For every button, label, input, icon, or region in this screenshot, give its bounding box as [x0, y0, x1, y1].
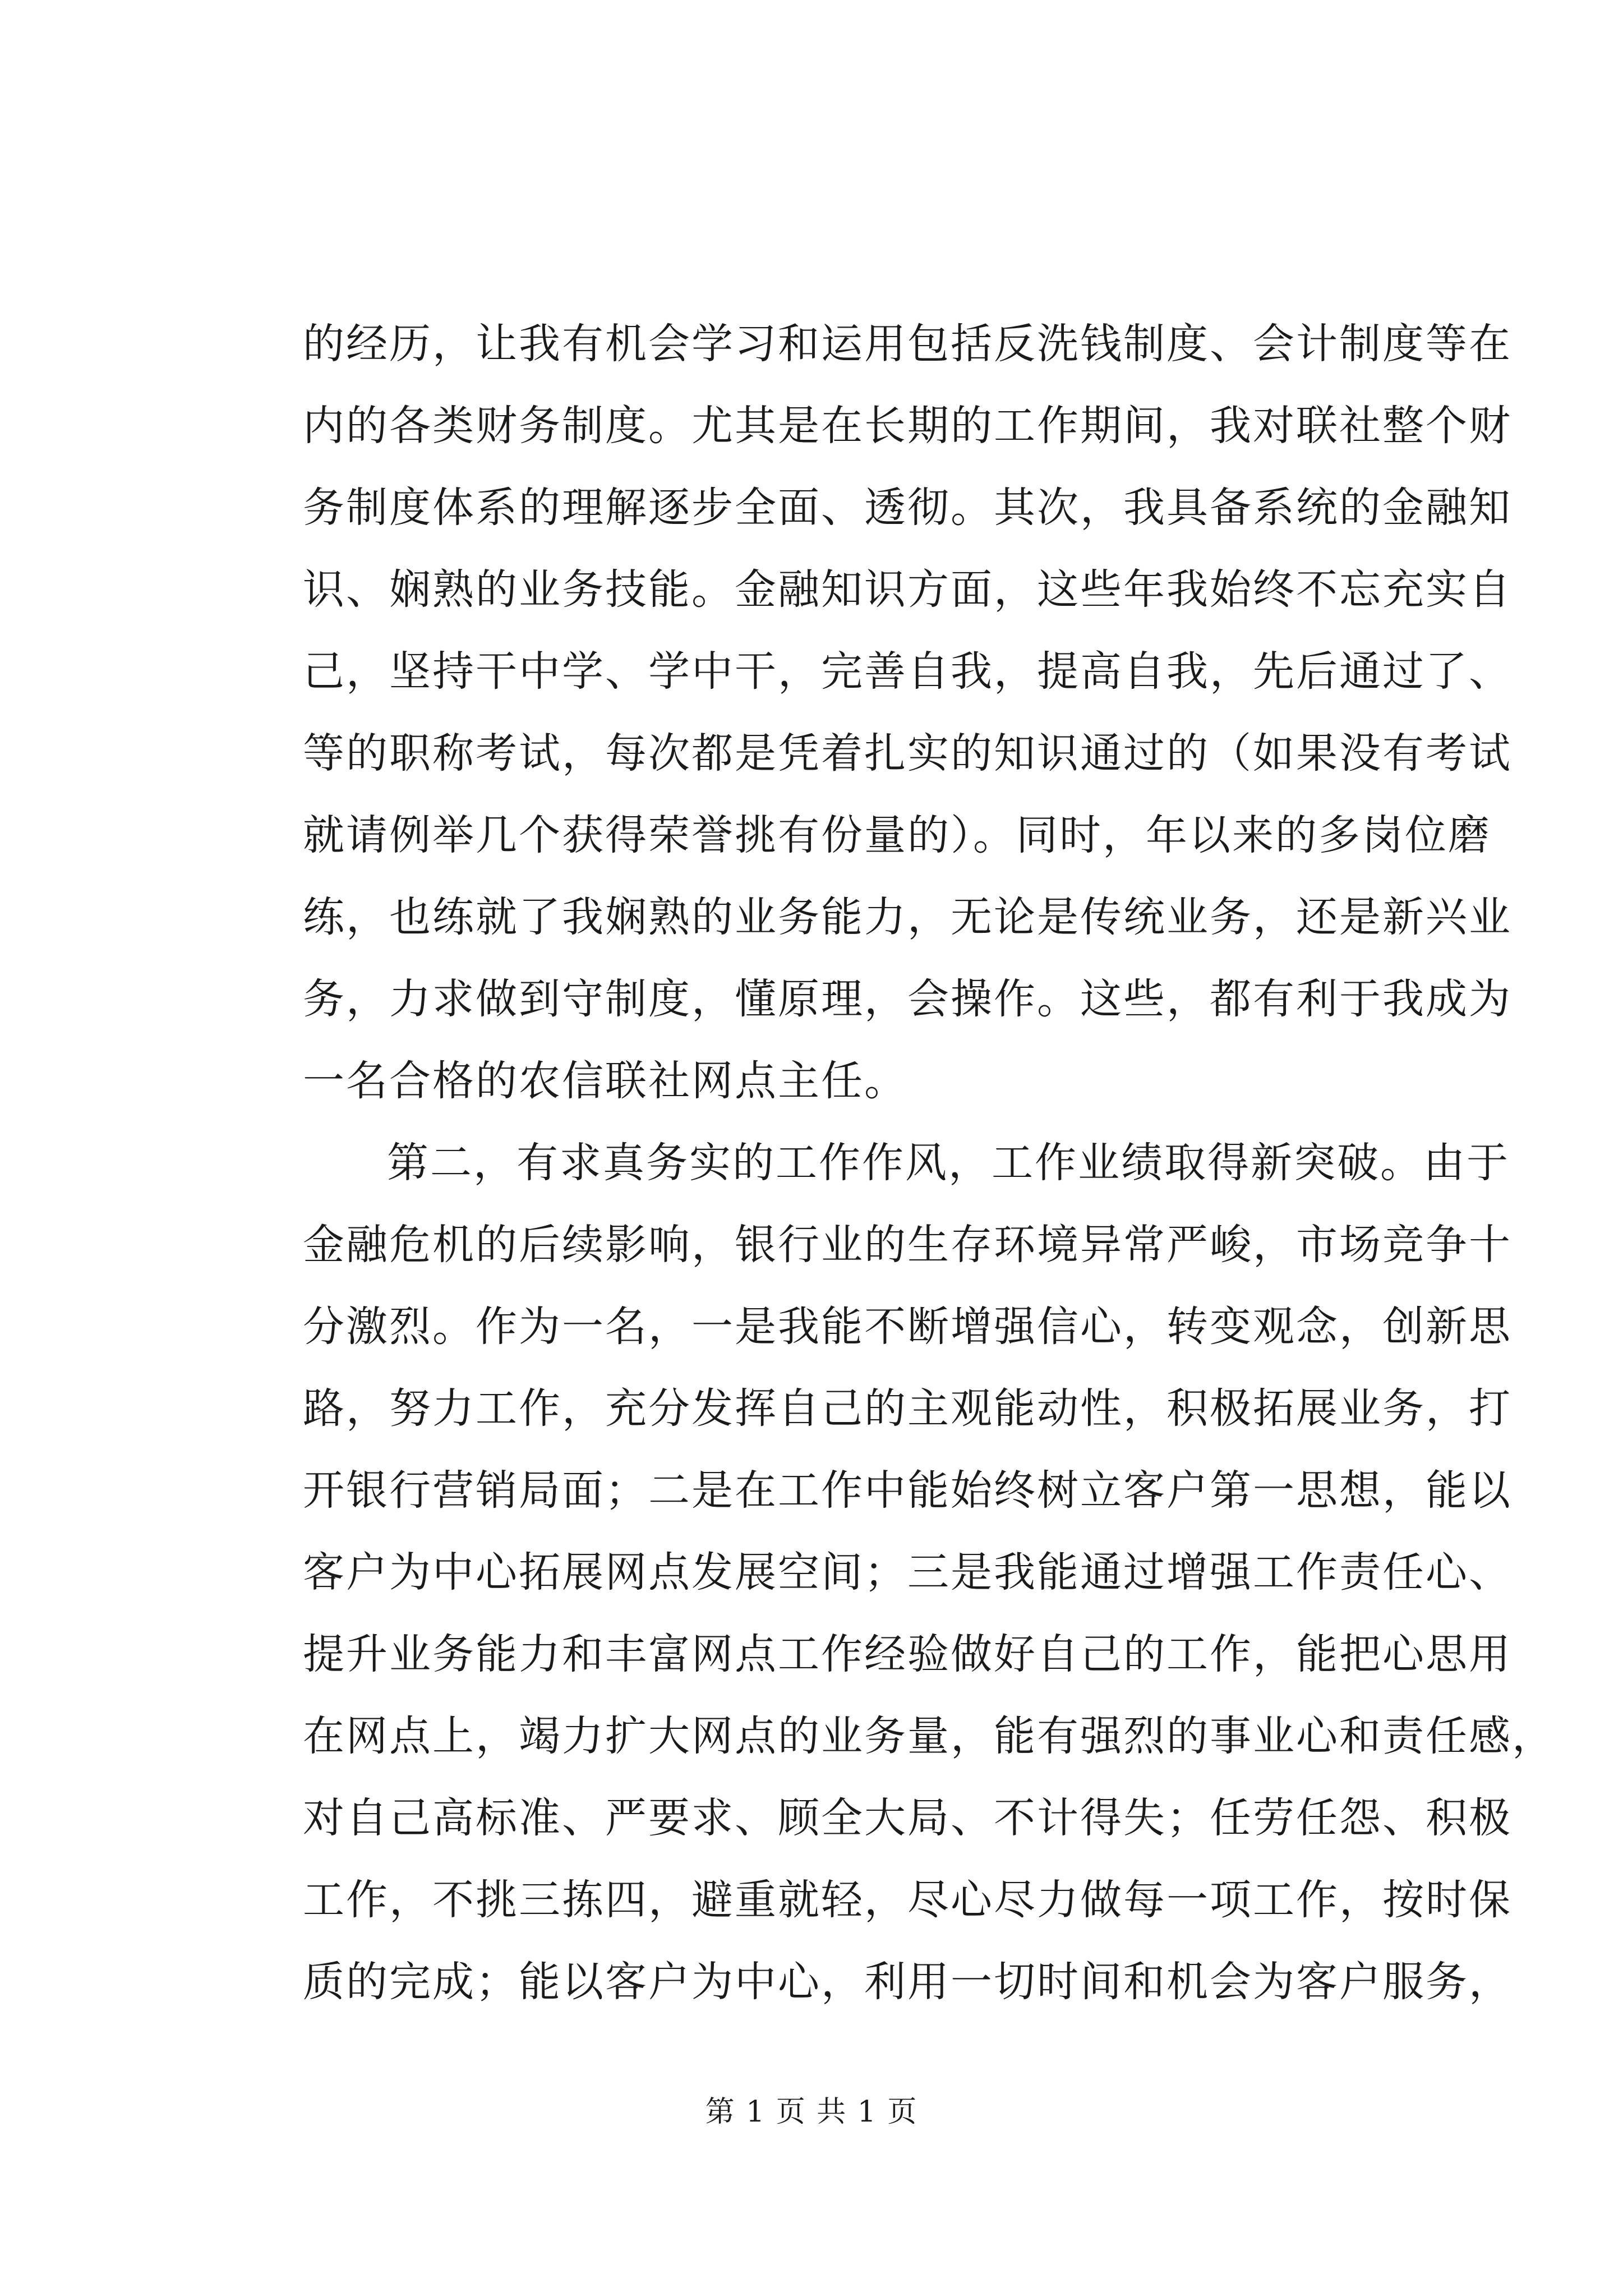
text-line: 质的完成；能以客户为中心，利用一切时间和机会为客户服务， [303, 1958, 1512, 2006]
paragraph-start-line: 第二，有求真务实的工作作风，工作业绩取得新突破。由于 [387, 1139, 1510, 1187]
text-line: 务制度体系的理解逐步全面、透彻。其次，我具备系统的金融知 [303, 484, 1512, 532]
text-line: 练，也练就了我娴熟的业务能力，无论是传统业务，还是新兴业 [303, 893, 1512, 941]
page-number-footer: 第 1 页 共 1 页 [705, 2095, 918, 2129]
text-line: 己，坚持干中学、学中干，完善自我，提高自我，先后通过了、 [303, 647, 1512, 696]
text-line: 分激烈。作为一名，一是我能不断增强信心，转变观念，创新思 [303, 1303, 1512, 1351]
text-line: 工作，不挑三拣四，避重就轻，尽心尽力做每一项工作，按时保 [303, 1876, 1512, 1924]
text-line: 识、娴熟的业务技能。金融知识方面，这些年我始终不忘充实自 [303, 565, 1512, 614]
document-body [303, 303, 1555, 2023]
paragraph-end-line: 一名合格的农信联社网点主任。 [303, 1057, 907, 1105]
text-line: 在网点上，竭力扩大网点的业务量，能有强烈的事业心和责任感， [303, 1712, 1555, 1760]
text-line: 内的各类财务制度。尤其是在长期的工作期间，我对联社整个财 [303, 402, 1512, 450]
text-line: 对自己高标准、严要求、顾全大局、不计得失；任劳任怨、积极 [303, 1794, 1512, 1842]
text-line: 金融危机的后续影响，银行业的生存环境异常严峻，市场竞争十 [303, 1221, 1512, 1269]
text-line: 的经历，让我有机会学习和运用包括反洗钱制度、会计制度等在 [303, 320, 1512, 368]
text-line: 开银行营销局面；二是在工作中能始终树立客户第一思想，能以 [303, 1466, 1512, 1515]
text-line: 客户为中心拓展网点发展空间；三是我能通过增强工作责任心、 [303, 1548, 1512, 1596]
text-line: 就请例举几个获得荣誉挑有份量的）。同时，年以来的多岗位磨 [303, 811, 1491, 859]
text-line: 提升业务能力和丰富网点工作经验做好自己的工作，能把心思用 [303, 1630, 1512, 1678]
text-line: 务，力求做到守制度，懂原理，会操作。这些，都有利于我成为 [303, 975, 1512, 1023]
text-line: 等的职称考试，每次都是凭着扎实的知识通过的（如果没有考试 [303, 729, 1512, 777]
text-line: 路，努力工作，充分发挥自己的主观能动性，积极拓展业务，打 [303, 1384, 1512, 1433]
